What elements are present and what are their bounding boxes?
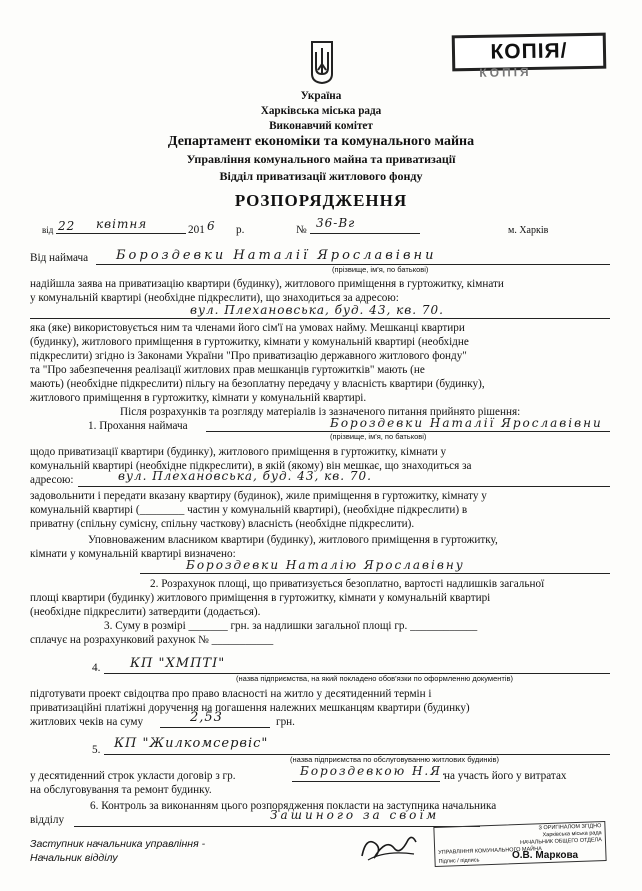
item5-company: КП "Жилкомсервіс" [114,736,269,751]
owner-name: Бороздевки Наталію Ярославівну [186,558,465,572]
tenant-name: Бороздевки Наталії Ярославівни [116,248,437,263]
item1-line-6: комунальній квартирі (________ частин у комунальній квартирі), (необхідне підкреслити) в [30,504,468,516]
item1-line-3: комунальній квартирі (необхідне підкреслити), в якій (якому) він мешкає, що знаходиться за [30,460,472,472]
order-year-unit: р. [236,224,245,236]
stamp-line-3: НАЧАЛЬНИК ОБЩЕГО ОТДЕЛА [520,837,603,846]
item4-caption: (назва підприємства, на який покладено обов'язки по оформленню документів) [236,674,513,683]
item1-label: 1. Прохання наймача [88,420,188,432]
order-number-label: № [296,224,307,236]
order-city: м. Харків [508,225,549,236]
item5-line-2-b: на участь його у витратах [444,770,567,782]
p1-line-2: у комунальній квартирі (необхідне підкреслити), що знаходиться за адресою: [30,292,399,304]
item1-caption: (прізвище, ім'я, по батькові) [330,432,427,441]
unit-line: Відділ приватизації житлового фонду [219,169,423,183]
item4-line-4-b: грн. [276,716,295,728]
item4-company: КП "ХМПТІ" [130,656,226,671]
owner-rule [140,573,610,574]
trident-emblem-icon [308,40,336,84]
address-rule [30,318,610,319]
date-rule [56,233,186,234]
committee-line: Виконавчий комітет [269,120,373,132]
item5-line-3: на обслуговування та ремонт будинку. [30,784,212,796]
item1-line-7: приватну (спільну сумісну, спільну часткову) власність (необхідне підкреслити). [30,518,415,530]
item1-address-rule [78,486,610,487]
item1-line-2: щодо приватизації квартири (будинку), житлового приміщення в гуртожитку, кімнати у [30,446,447,458]
stamp-line-2: Харківська міська рада [542,830,602,839]
item5-line-2-a: у десятиденний строк укласти договір з гр. [30,770,236,782]
order-number: 36-Вг [316,216,356,230]
item1-name: Бороздевки Наталії Ярославівни [330,416,603,430]
item4-line-4-a: житлових чеків на суму [30,716,144,728]
item2-line-1: 2. Розрахунок площі, що приватизується безоплатно, вартості надлишків загальної [150,578,545,590]
item5-caption: (назва підприємства по обслуговуванню житлових будинків) [290,755,500,764]
item1-address: вул. Плехановська, буд. 43, кв. 70. [118,469,372,483]
signer-position-2: Начальник відділу [30,852,118,864]
stamp-line-5: Підпис / підпись [438,857,480,865]
signer-position-1: Заступник начальника управління - [30,838,206,850]
p1-line-8: житлового приміщення в гуртожитку, кімнати у комунальній квартирі. [30,392,367,404]
item5-name: Бороздевкою Н.Я. [300,764,448,778]
p1-line-1: надійшла заява на приватизацію квартири (будинку), житлового приміщення в гуртожитку, кімнати [30,278,504,290]
number-rule [310,233,420,234]
item4-line-2: підготувати проект свідоцтва про право власності на житло у десятиденний термін і [30,688,432,700]
item4-line-3: приватизаційні платіжні доручення на погашення належних мешканцям квартири (будинку) [30,702,470,714]
item1-line-9: кімнати у комунальній квартирі визначено: [30,548,236,560]
p1-line-5: підкреслити) згідно із Законами України "Про приватизацію державного житлового фонду" [30,350,467,362]
directorate-line: Управління комунального майна та приватизації [186,152,456,166]
department-line: Департамент економіки та комунального майна [167,134,475,149]
signer-name: О.В. Маркова [512,850,579,861]
copy-stamp-label: КОПІЯ/ [490,39,568,64]
copy-stamp-sub: КОПІЯ [479,64,532,80]
stamp-line-1: З ОРИГІНАЛОМ ЗГІДНО [538,823,602,832]
item5-name-rule [292,781,440,782]
p1-line-3: яка (яке) використовується ним та членами його сім'ї на умовах найму. Мешканці квартири [30,322,465,334]
property-address: вул. Плехановська, буд. 43, кв. 70. [190,303,444,317]
tenant-label: Від наймача [30,252,89,264]
handwritten-signature-icon [356,830,420,864]
item2-line-2: площі квартири (будинку) житлового приміщення в гуртожитку, кімнати у комунальній квартирі [30,592,491,604]
item4-number: 4. [92,662,101,674]
item4-sum: 2,53 [190,710,223,725]
p1-line-7: мають) (необхідне підкреслити) пільгу на безоплатну передачу у власність квартири (будинку), [30,378,485,390]
order-month: квітня [96,217,148,231]
item1-line-4-label: адресою: [30,474,74,486]
item6-rule [74,826,480,827]
date-from-label: від [42,225,54,235]
document-title: РОЗПОРЯДЖЕННЯ [234,191,408,210]
order-year-suffix: 6 [207,219,216,233]
item3-line-2: сплачує на розрахунковий рахунок № ___________ [30,634,274,646]
p1-line-4: (будинку), житлового приміщення в гуртожитку, кімнати у комунальній квартирі (необхідне [30,336,469,348]
country-line: Україна [300,90,342,102]
order-day: 22 [58,219,76,233]
copy-stamp [452,33,607,80]
item4-sum-rule [160,727,270,728]
tenant-caption: (прізвище, ім'я, по батькові) [332,265,429,274]
item6-line-2-a: відділу [30,814,65,826]
item1-line-8: Уповноваженим власником квартири (будинку), житлового приміщення в гуртожитку, [88,534,498,546]
p1-line-6: та "Про забезпечення реалізації житлових прав мешканців гуртожитків" мають (не [30,364,425,376]
order-year-prefix: 201 [188,224,205,236]
item6-line-1: 6. Контроль за виконанням цього розпорядження покласти на заступника начальника [90,800,497,812]
item2-line-3: (необхідне підкреслити) затвердити (додається). [30,606,261,618]
p2-line-1: Після розрахунків та розгляду матеріалів із зазначеного питання прийнято рішення: [120,406,521,418]
stamp-line-4: УПРАВЛІННЯ КОМУНАЛЬНОГО МАЙНА [438,846,542,856]
item6-deputy: Зашиного за своїм [270,808,440,822]
item1-line-5: задовольнити і передати вказану квартиру (будинок), жиле приміщення в гуртожитку, кімнату у [30,490,487,502]
item5-number: 5. [92,744,101,756]
council-line: Харківська міська рада [260,105,382,117]
item3-line-1: 3. Суму в розмірі _______ грн. за надлишки загальної площі гр. ____________ [104,620,478,632]
